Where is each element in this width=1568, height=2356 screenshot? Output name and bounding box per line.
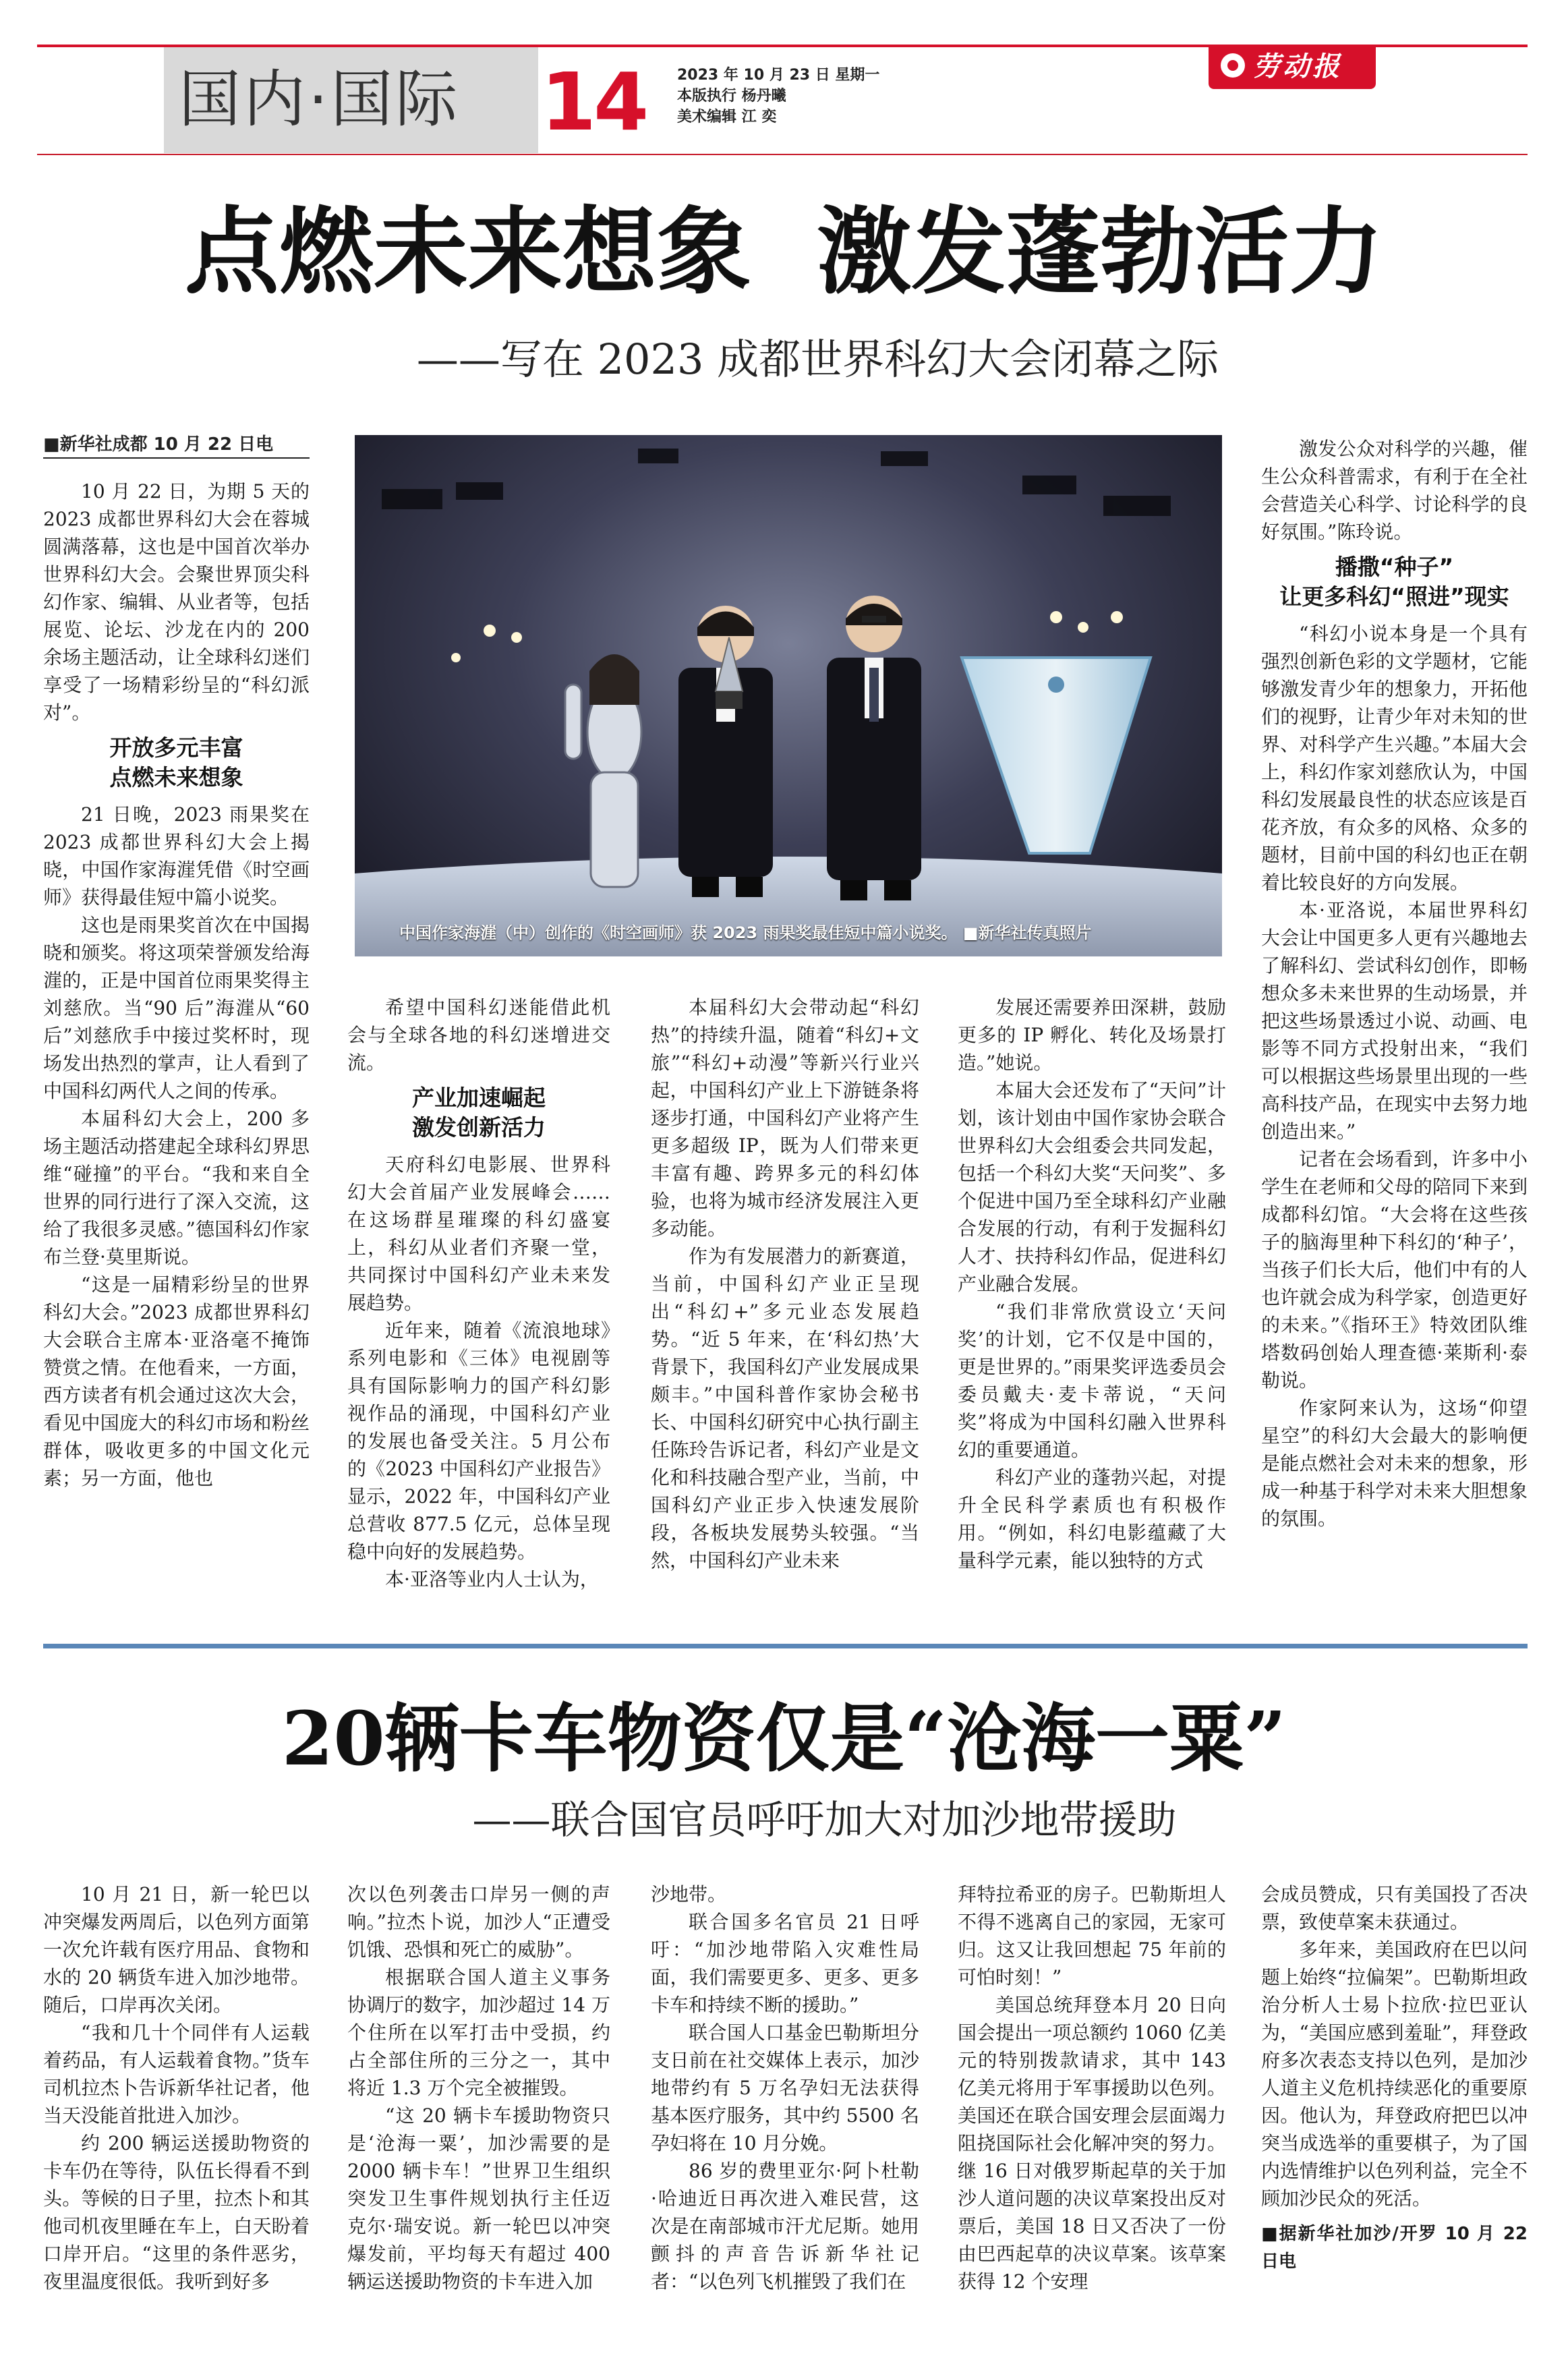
article1-col5 [1261, 435, 1528, 1532]
paragraph: 联合国多名官员 21 日呼吁：“加沙地带陷入灾难性局面，我们需要更多、更多、更多卡车和持续不断的援助。” [651, 1911, 919, 2016]
paragraph: 激发公众对科学的兴趣，催生公众科普需求，有利于在全社会营造关心科学、讨论科学的良好氛围。”陈玲说。 [1261, 438, 1528, 543]
paragraph: 10 月 22 日，为期 5 天的 2023 成都世界科幻大会在蓉城圆满落幕，这也是中国首次举办世界科幻大会。会聚世界顶尖科幻作家、编辑、从业者等，包括展览、论坛、沙龙在内的 200 余场主题活动，让全球科幻迷们享受了一场精彩纷呈的“科幻派对”。 [43, 480, 310, 724]
paragraph: 沙地带。 [651, 1883, 727, 1905]
paragraph: 作家阿来认为，这场“仰望星空”的科幻大会最大的影响便是能点燃社会对未来的想象，形成一种基于科学对未来大胆想象的氛围。 [1261, 1397, 1528, 1530]
subhead-line: 点燃未来想象 [109, 764, 243, 791]
paragraph: 21 日晚，2023 雨果奖在 2023 成都世界科幻大会上揭晓，中国作家海漄凭借《时空画师》获得最佳短中篇小说奖。 [43, 803, 310, 909]
paragraph: 近年来，随着《流浪地球》系列电影和《三体》电视剧等具有国际影响力的国产科幻影视作品的涌现，中国科幻产业的发展也备受关注。5 月公布的《2023 中国科幻产业报告》显示，2022 年，中国科幻产业总营收 877.5 亿元，总体呈现稳中向好的发展趋势。 [347, 1319, 610, 1563]
section-title: 国内·国际 [179, 63, 461, 136]
article2-col5 [1261, 1880, 1528, 2276]
paragraph: 本届科幻大会带动起“科幻热”的持续升温，随着“科幻+文旅”“科幻+动漫”等新兴行业兴起，中国科幻产业上下游链条将逐步打通，中国科幻产业将产生更多超级 IP，既为人们带来更丰富有趣、跨界多元的科幻体验，也将为城市经济发展注入更多动能。 [651, 996, 919, 1240]
subheadline-1: ——写在 2023 成都世界科幻大会闭幕之际 [416, 335, 1219, 384]
paragraph: 约 200 辆运送援助物资的卡车仍在等待，队伍长得看不到头。等候的日子里，拉杰卜和其他司机夜里睡在车上，白天盼着口岸开启。“这里的条件恶劣，夜里温度很低。我听到好多 [43, 2132, 310, 2293]
header-info [677, 65, 879, 127]
paragraph: 10 月 21 日，新一轮巴以冲突爆发两周后，以色列方面第一次允许载有医疗用品、食物和水的 20 辆货车进入加沙地带。随后，口岸再次关闭。 [43, 1883, 310, 2016]
paragraph: 希望中国科幻迷能借此机会与全球各地的科幻迷增进交流。 [347, 996, 610, 1074]
paragraph: “我们非常欣赏设立‘天问奖’的计划，它不仅是中国的，更是世界的。”雨果奖评选委员会委员戴夫·麦卡蒂说，“天问奖”将成为中国科幻融入世界科幻的重要通道。 [958, 1300, 1226, 1461]
paragraph: 记者在会场看到，许多中小学生在老师和父母的陪同下来到成都科幻馆。“大会将在这些孩子的脑海里种下科幻的‘种子’，当孩子们长大后，他们中有的人也许就会成为科学家，创造更好的未来。”《指环王》特效团队维塔数码创始人理查德·莱斯利·泰勒说。 [1261, 1148, 1528, 1391]
paragraph: 科幻产业的蓬勃兴起，对提升全民科学素质也有积极作用。“例如，科幻电影蕴藏了大量科学元素，能以独特的方式 [958, 1466, 1226, 1572]
article1-col3 [651, 994, 919, 1574]
newspaper-logo [1209, 45, 1376, 89]
article1-col2 [347, 994, 610, 1593]
article2-col1 [43, 1880, 310, 2295]
paragraph: 本·亚洛说，本届世界科幻大会让中国更多人更有兴趣地去了解科幻、尝试科幻创作，即畅想众多未来世界的生动场景，并把这些场景透过小说、动画、电影等不同方式投射出来，“我们可以根据这些场景里出现的一些高科技产品，在现实中去努力地创造出来。” [1261, 899, 1528, 1143]
paragraph: 美国总统拜登本月 20 日向国会提出一项总额约 1060 亿美元的特别拨款请求，其中 143 亿美元将用于军事援助以色列。美国还在联合国安理会层面竭力阻挠国际社会化解冲突的努力。继 16 日对俄罗斯起草的关于加沙人道问题的决议草案投出反对票后，美国 18 日又否决了一份由巴西起草的决议草案。该草案获得 12 个安理 [958, 1994, 1226, 2293]
paragraph: 会成员赞成，只有美国投了否决票，致使草案未获通过。 [1261, 1883, 1528, 1933]
paragraph: 拜特拉希亚的房子。巴勒斯坦人不得不逃离自己的家园，无家可归。这又让我回想起 75 年前的可怕时刻！” [958, 1883, 1226, 1988]
art-editor-line: 美术编辑 江 奕 [677, 109, 777, 125]
award-scene-illustration [355, 435, 1222, 956]
paragraph: 本届大会还发布了“天问”计划，该计划由中国作家协会联合世界科幻大会组委会共同发起，包括一个科幻大奖“天问奖”、多个促进中国乃至全球科幻产业融合发展的行动，有利于发掘科幻人才、扶持科幻作品，促进科幻产业融合发展。 [958, 1079, 1226, 1295]
editor-line: 本版执行 杨丹曦 [677, 88, 786, 105]
subhead-line: 让更多科幻“照进”现实 [1279, 583, 1509, 610]
paragraph: 天府科幻电影展、世界科幻大会首届产业发展峰会……在这场群星璀璨的科幻盛宴上，科幻从业者们齐聚一堂，共同探讨中国科幻产业未来发展趋势。 [347, 1153, 610, 1314]
paragraph: 发展还需要养田深耕，鼓励更多的 IP 孵化、转化及场景打造。”她说。 [958, 996, 1226, 1074]
award-photo [355, 435, 1222, 956]
paragraph: 联合国人口基金巴勒斯坦分支日前在社交媒体上表示，加沙地带约有 5 万名孕妇无法获得基本医疗服务，其中约 5500 名孕妇将在 10 月分娩。 [651, 2021, 919, 2154]
headline-2: 20辆卡车物资仅是“沧海一粟” [281, 1695, 1287, 1782]
dateline-2: ■据新华社加沙/开罗 10 月 22 日电 [1261, 2224, 1528, 2272]
subhead-industry [347, 1083, 610, 1143]
subhead-seeds [1261, 552, 1528, 612]
article1-col1 [43, 478, 310, 1492]
paragraph: 根据联合国人道主义事务协调厅的数字，加沙超过 14 万个住所在以军打击中受损，约占全部住所的三分之一，其中将近 1.3 万个完全被摧毁。 [347, 1966, 610, 2099]
paragraph: 这也是雨果奖首次在中国揭晓和颁奖。将这项荣誉颁发给海漄的，正是中国首位雨果奖得主刘慈欣。当“90 后”海漄从“60 后”刘慈欣手中接过奖杯时，现场发出热烈的掌声，让人看到了中国科幻两代人之间的传承。 [43, 914, 310, 1102]
paragraph: 本届科幻大会上，200 多场主题活动搭建起全球科幻界思维“碰撞”的平台。“我和来自全世界的同行进行了深入交流，这给了我很多灵感。”德国科幻作家布兰登·莫里斯说。 [43, 1108, 310, 1268]
subhead-line: 播撒“种子” [1335, 554, 1454, 580]
page-number: 14 [541, 55, 647, 148]
subhead-line: 开放多元丰富 [109, 735, 243, 761]
header-bottom-rule [37, 154, 1528, 155]
paragraph: “我和几十个同伴有人运载着药品，有人运载着食物。”货车司机拉杰卜告诉新华社记者，他当天没能首批进入加沙。 [43, 2021, 310, 2127]
article2-col4 [958, 1880, 1226, 2295]
article2-col3 [651, 1880, 919, 2295]
paragraph: 次以色列袭击口岸另一侧的声响。”拉杰卜说，加沙人“正遭受饥饿、恐惧和死亡的威胁”。 [347, 1883, 610, 1961]
paragraph: 86 岁的费里亚尔·阿卜杜勒·哈迪近日再次进入难民营，这次是在南部城市汗尤尼斯。她用颤抖的声音告诉新华社记者：“以色列飞机摧毁了我们在 [651, 2160, 919, 2293]
headline-1: 点燃未来想象 激发蓬勃活力 [184, 198, 1384, 308]
date-line: 2023 年 10 月 23 日 星期一 [677, 67, 880, 84]
subhead-line: 产业加速崛起 [412, 1085, 546, 1111]
paper-name: 劳动报 [1253, 51, 1342, 82]
subheadline-2: ——联合国官员呼吁加大对加沙地带援助 [472, 1797, 1177, 1843]
article1-col4 [958, 994, 1226, 1574]
paragraph: “这是一届精彩纷呈的世界科幻大会。”2023 成都世界科幻大会联合主席本·亚洛毫不掩饰赞赏之情。在他看来，一方面，西方读者有机会通过这次大会，看见中国庞大的科幻市场和粉丝群体，吸收更多的中国文化元素；另一方面，他也 [43, 1273, 310, 1489]
paragraph: 多年来，美国政府在巴以问题上始终“拉偏架”。巴勒斯坦政治分析人士易卜拉欣·拉巴亚认为，“美国应感到羞耻”，拜登政府多次表态支持以色列，是加沙人道主义危机持续恶化的重要原因。他认为，拜登政府把巴以冲突当成选举的重要棋子，为了国内选情维护以色列利益，完全不顾加沙民众的死活。 [1261, 1938, 1528, 2210]
subhead-line: 激发创新活力 [412, 1114, 546, 1141]
section-divider [43, 1644, 1528, 1648]
logo-mark-inner [1227, 60, 1238, 71]
paragraph: 作为有发展潜力的新赛道，当前，中国科幻产业正呈现出“科幻+”多元业态发展趋势。“近 5 年来，在‘科幻热’大背景下，我国科幻产业发展成果颇丰。”中国科普作家协会秘书长、中国科幻研究中心执行副主任陈玲告诉记者，科幻产业是文化和科技融合型产业，当前，中国科幻产业正步入快速发展阶段，各板块发展势头较强。“当然，中国科幻产业未来 [651, 1245, 919, 1572]
photo-caption: 中国作家海漄（中）创作的《时空画师》获 2023 雨果奖最佳短中篇小说奖。 ■新华社传真照片 [399, 923, 1092, 942]
subhead-open-diverse [43, 733, 310, 793]
dateline-1: ■新华社成都 10 月 22 日电 [43, 432, 310, 459]
paragraph: 本·亚洛等业内人士认为， [385, 1568, 599, 1590]
paragraph: “科幻小说本身是一个具有强烈创新色彩的文学题材，它能够激发青少年的想象力，开拓他们的视野，让青少年对未知的世界、对科学产生兴趣。”本届大会上，科幻作家刘慈欣认为，中国科幻发展最良性的状态应该是百花齐放，有众多的风格、众多的题材，目前中国的科幻也正在朝着比较良好的方向发展。 [1261, 623, 1528, 894]
article2-col2 [347, 1880, 610, 2295]
paragraph: “这 20 辆卡车援助物资只是‘沧海一粟’，加沙需要的是 2000 辆卡车！”世界卫生组织突发卫生事件规划执行主任迈克尔·瑞安说。新一轮巴以冲突爆发前，平均每天有超过 400 辆运送援助物资的卡车进入加 [347, 2104, 610, 2293]
